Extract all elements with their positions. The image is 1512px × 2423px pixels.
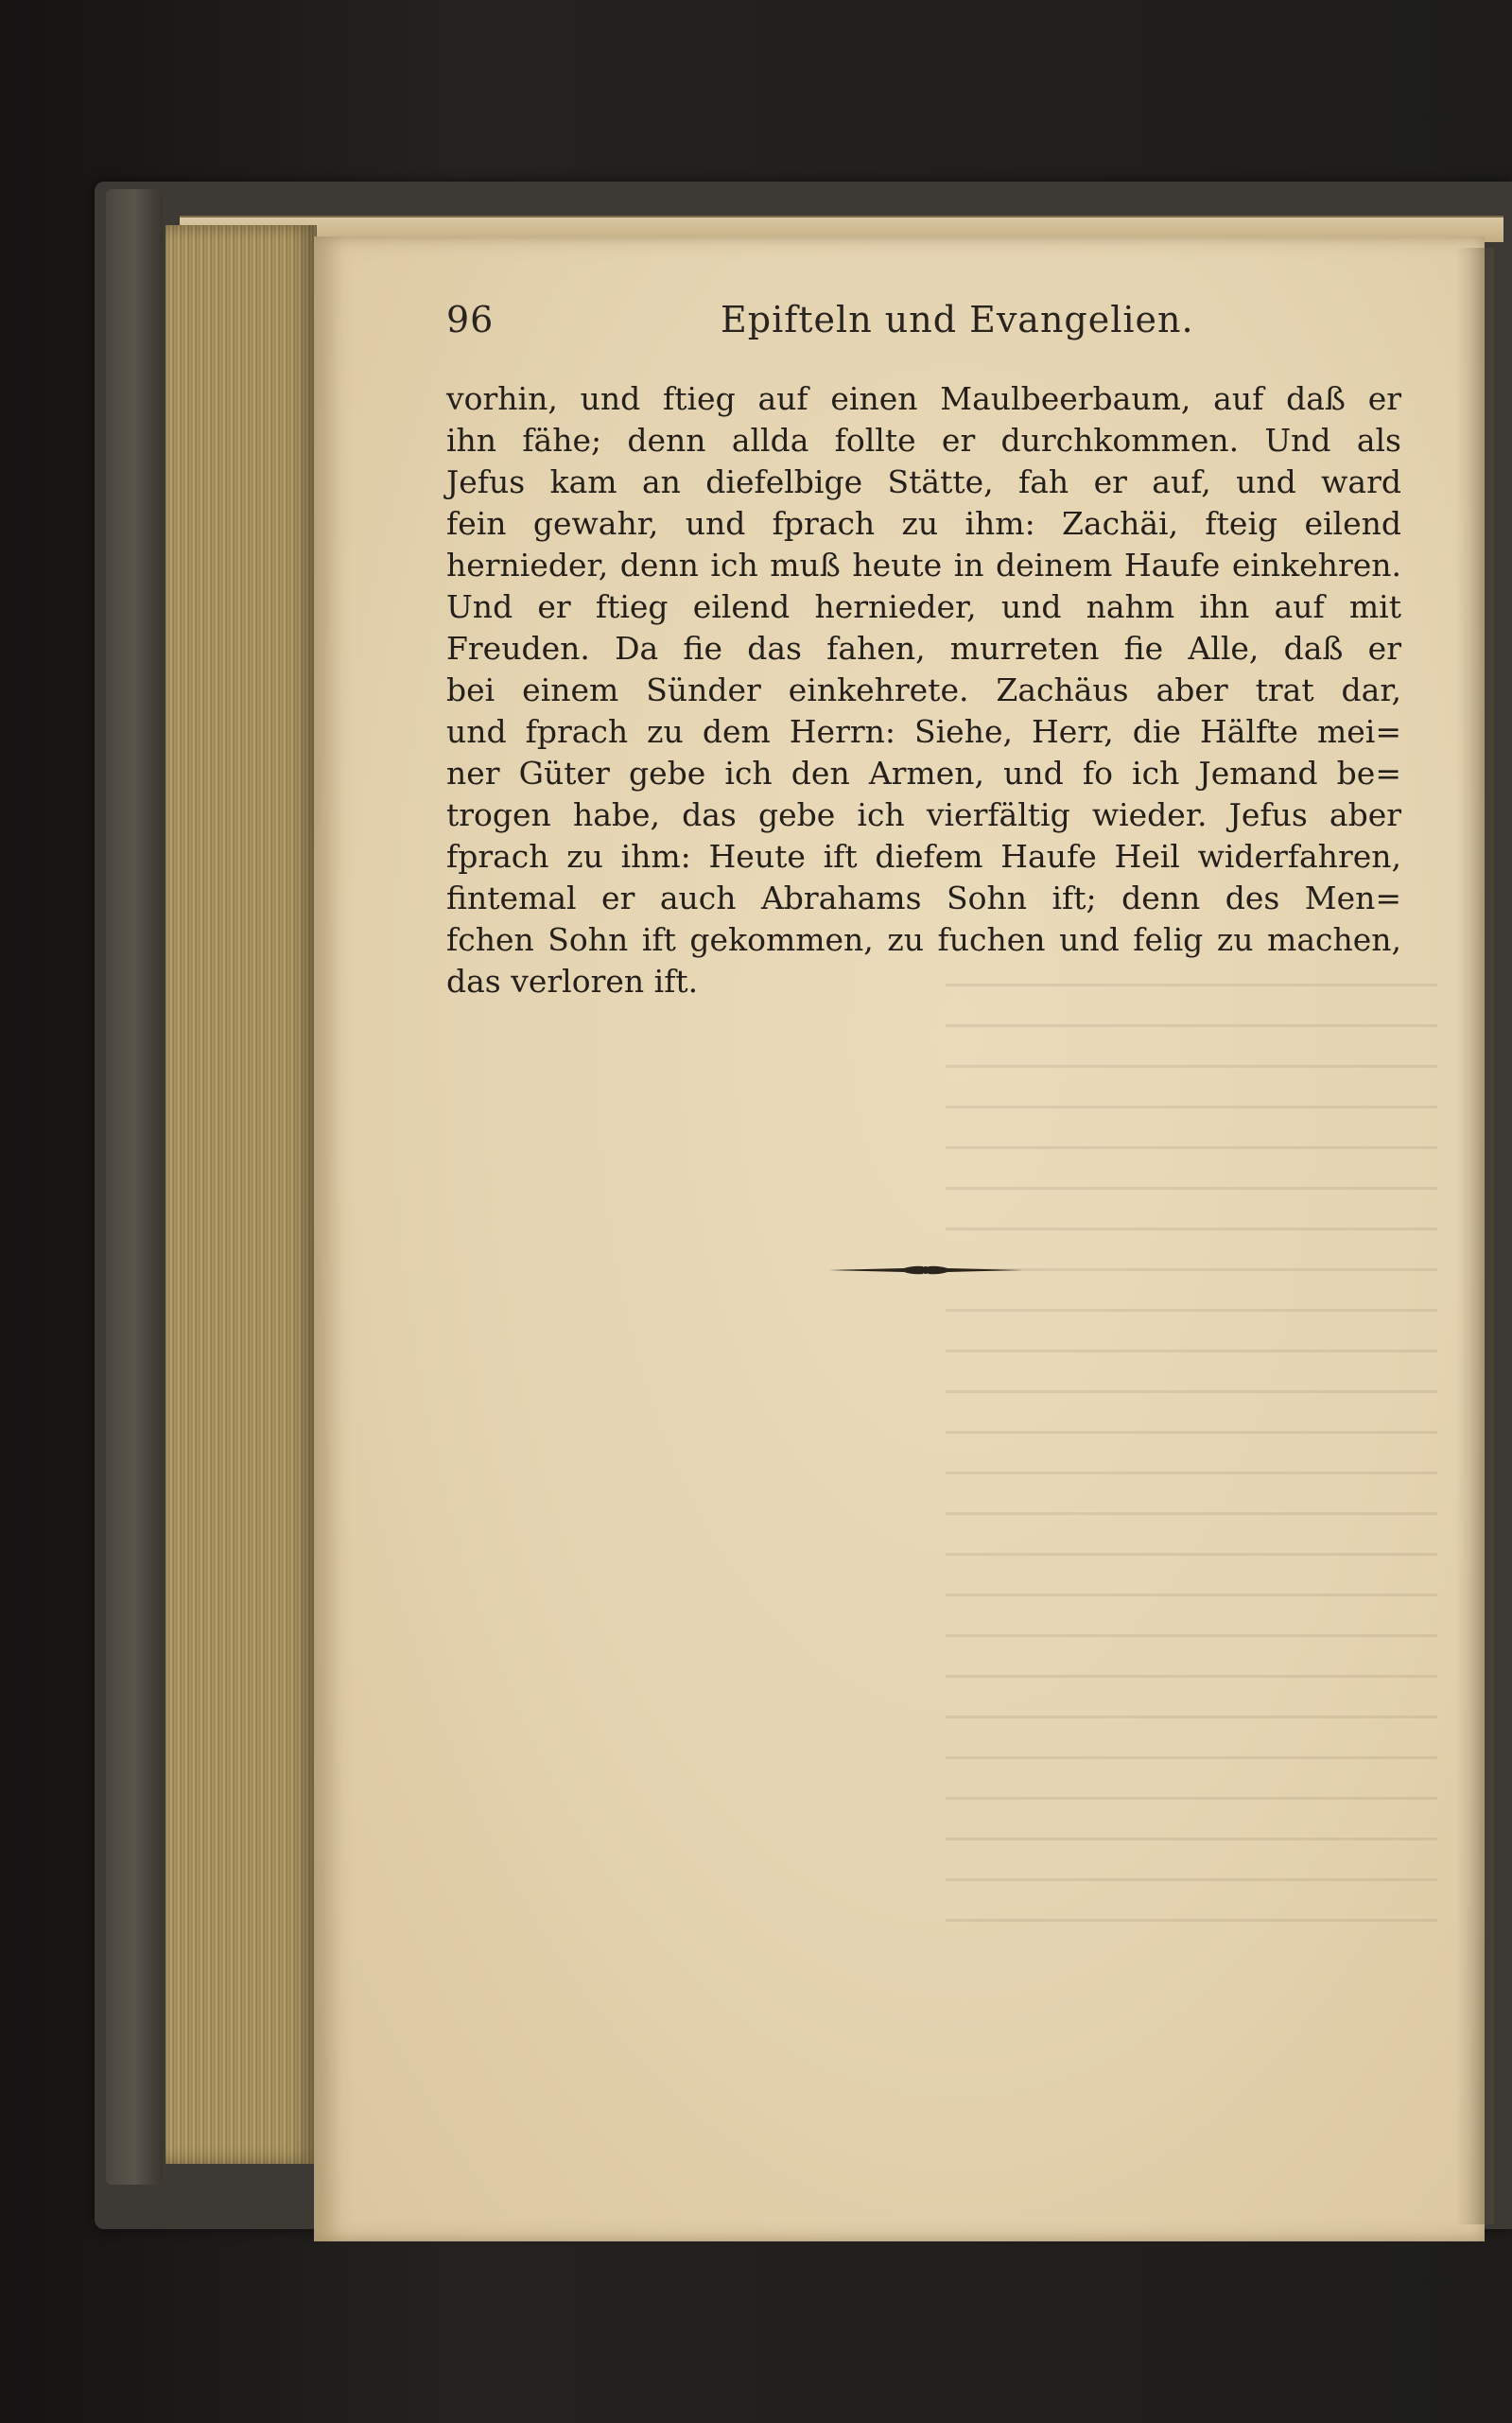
text-line: Freuden. Da fie das fahen, murreten fie Alle, daß er <box>446 630 1401 667</box>
page-header <box>446 299 1392 344</box>
show-through-line <box>946 1594 1437 1596</box>
text-line: und fprach zu dem Herrn: Siehe, Herr, die Hälfte mei= <box>446 713 1401 750</box>
show-through-line <box>946 1919 1437 1922</box>
show-through-line <box>946 1350 1437 1352</box>
page-number: 96 <box>446 299 495 340</box>
show-through-line <box>946 1512 1437 1515</box>
show-through-line <box>946 1390 1437 1393</box>
show-through-line <box>946 1797 1437 1800</box>
show-through-line <box>946 1756 1437 1759</box>
show-through-line <box>946 1838 1437 1840</box>
running-head: Epifteln und Evangelien. <box>721 299 1194 340</box>
show-through-line <box>946 1065 1437 1068</box>
show-through-line <box>946 1553 1437 1556</box>
ornament-divider <box>828 1258 1023 1282</box>
show-through-line <box>946 1187 1437 1190</box>
text-line: fein gewahr, und fprach zu ihm: Zachäi, fteig eilend <box>446 505 1401 542</box>
text-line: hernieder, denn ich muß heute in deinem Haufe einkehren. <box>446 547 1401 584</box>
show-through-line <box>946 1309 1437 1312</box>
show-through-line <box>946 1024 1437 1027</box>
show-through-line <box>946 1146 1437 1149</box>
text-line: fchen Sohn ift gekommen, zu fuchen und felig zu machen, <box>446 921 1401 958</box>
text-line-last: das verloren ift. <box>446 963 699 1000</box>
text-line: ihn fähe; denn allda follte er durchkommen. Und als <box>446 422 1401 459</box>
show-through-line <box>946 1472 1437 1474</box>
book-binding <box>106 189 163 2185</box>
show-through-text <box>946 984 1437 2118</box>
show-through-line <box>946 1228 1437 1230</box>
show-through-line <box>946 1878 1437 1881</box>
show-through-line <box>946 1106 1437 1108</box>
show-through-line <box>946 1675 1437 1678</box>
text-line: Und er ftieg eilend hernieder, und nahm ihn auf mit <box>446 588 1401 625</box>
body-text <box>446 378 1401 1002</box>
gutter-shadow <box>1456 248 1494 2224</box>
text-line: Jefus kam an diefelbige Stätte, fah er auf, und ward <box>446 463 1401 500</box>
text-line: bei einem Sünder einkehrete. Zachäus aber trat dar, <box>446 671 1401 708</box>
text-line: vorhin, und ftieg auf einen Maulbeerbaum, auf daß er <box>446 380 1401 417</box>
show-through-line <box>946 1431 1437 1434</box>
text-line: trogen habe, das gebe ich vierfältig wieder. Jefus aber <box>446 796 1401 833</box>
show-through-line <box>946 1634 1437 1637</box>
text-line: ner Güter gebe ich den Armen, und fo ich Jemand be= <box>446 755 1401 792</box>
show-through-line <box>946 1716 1437 1718</box>
page-block-edges <box>165 225 317 2164</box>
text-line: fprach zu ihm: Heute ift diefem Haufe Heil widerfahren, <box>446 838 1401 875</box>
text-line: fintemal er auch Abrahams Sohn ift; denn des Men= <box>446 880 1401 916</box>
